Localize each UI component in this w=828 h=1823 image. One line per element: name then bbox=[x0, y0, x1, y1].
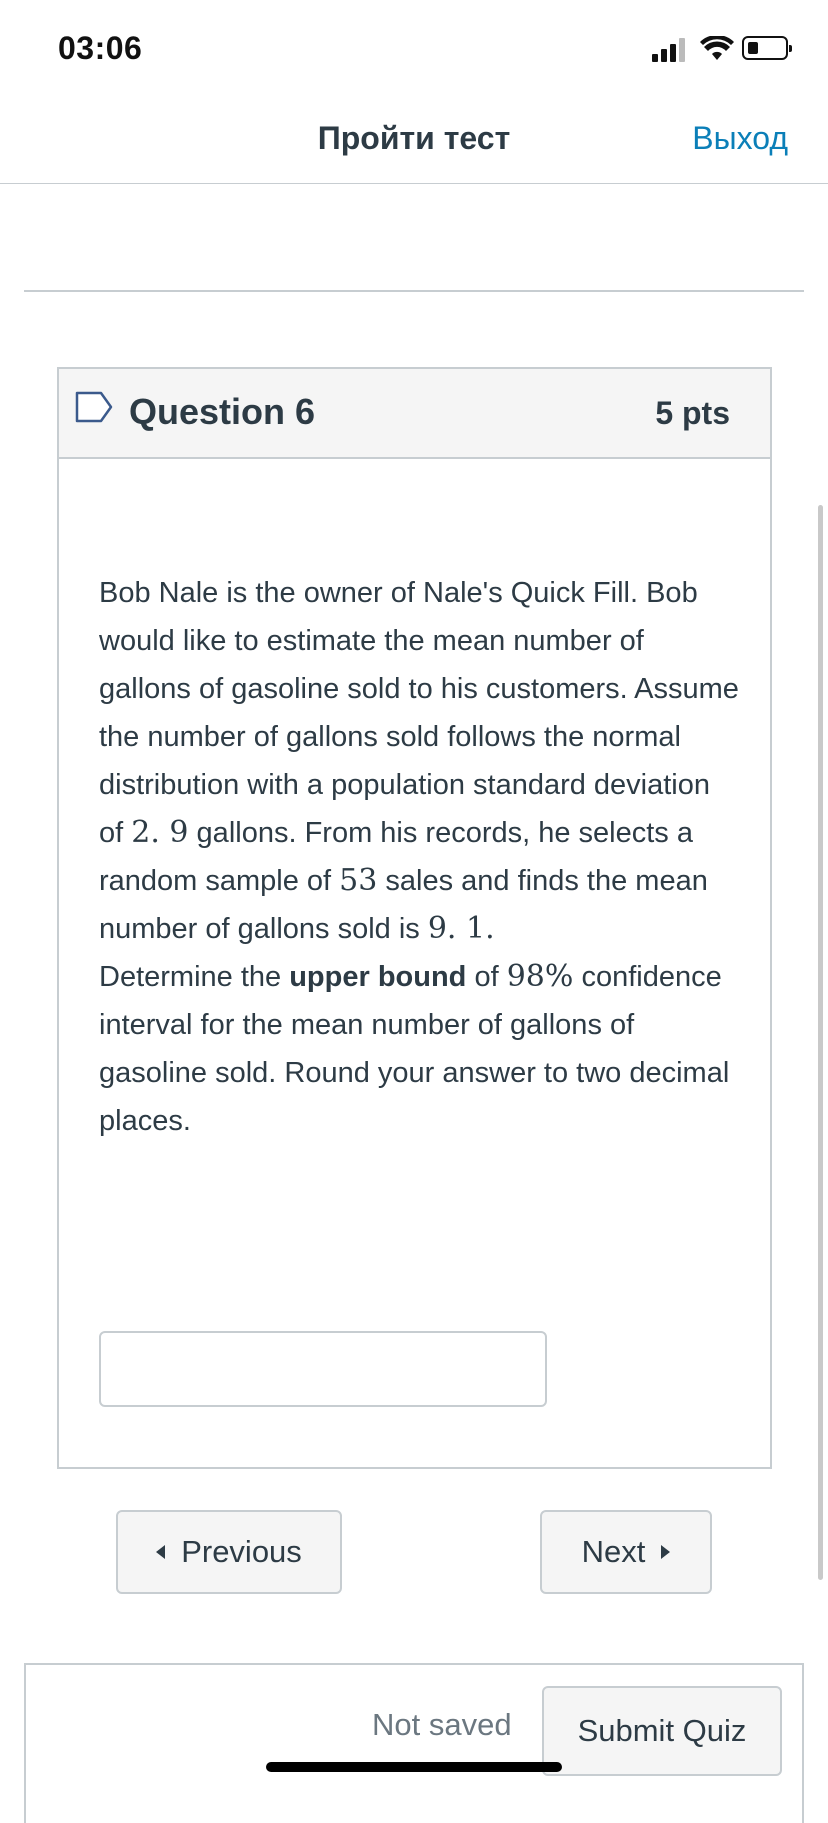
answer-input[interactable] bbox=[99, 1331, 547, 1407]
signal-icon bbox=[652, 38, 690, 62]
question-points: 5 pts bbox=[655, 395, 730, 431]
question-emphasis: upper bound bbox=[289, 961, 467, 993]
home-indicator[interactable] bbox=[266, 1762, 562, 1772]
math-sample-size: 53 bbox=[339, 863, 378, 898]
nav-divider bbox=[0, 183, 828, 184]
question-card bbox=[57, 367, 772, 1469]
caret-left-icon bbox=[156, 1545, 165, 1559]
wifi-icon bbox=[700, 36, 734, 62]
question-text-part: sales and finds the mean number of gallons sold is bbox=[99, 865, 708, 945]
next-label: Next bbox=[581, 1534, 646, 1569]
question-text-part: . bbox=[485, 911, 495, 946]
question-text-part: gallons. From his records, he selects a random sample of bbox=[99, 817, 693, 897]
question-header bbox=[59, 369, 770, 459]
question-title: Question 6 bbox=[129, 391, 316, 432]
caret-right-icon bbox=[661, 1545, 670, 1559]
submit-quiz-button[interactable]: Submit Quiz bbox=[542, 1686, 782, 1776]
save-status: Not saved bbox=[372, 1707, 512, 1742]
question-text bbox=[99, 569, 739, 1145]
content-divider bbox=[24, 290, 804, 292]
next-button[interactable] bbox=[540, 1510, 712, 1594]
flag-question-icon[interactable] bbox=[75, 391, 115, 423]
exit-button[interactable]: Выход bbox=[692, 120, 788, 156]
question-text-part: Determine the bbox=[99, 961, 290, 993]
question-text-part: confidence interval for the mean number of gallons of gasoline sold. Round your answer to two decimal places. bbox=[99, 961, 730, 1137]
page-title: Пройти тест bbox=[317, 120, 511, 156]
math-sigma: 2. 9 bbox=[131, 815, 189, 850]
math-mean: 9. 1 bbox=[427, 911, 486, 946]
question-text-part: Bob Nale is the owner of Nale's Quick Fill. Bob would like to estimate the mean number of gallons of gasoline sold to his customers. Assume the number of gallons sold follows the normal distribution with a population standard deviation of bbox=[99, 577, 739, 849]
math-confidence: 98% bbox=[506, 959, 574, 994]
previous-label: Previous bbox=[181, 1534, 302, 1569]
previous-button[interactable] bbox=[116, 1510, 342, 1594]
scrollbar[interactable] bbox=[818, 505, 823, 1580]
status-time: 03:06 bbox=[58, 30, 143, 66]
battery-icon bbox=[742, 36, 788, 60]
question-text-part: of bbox=[466, 961, 507, 993]
